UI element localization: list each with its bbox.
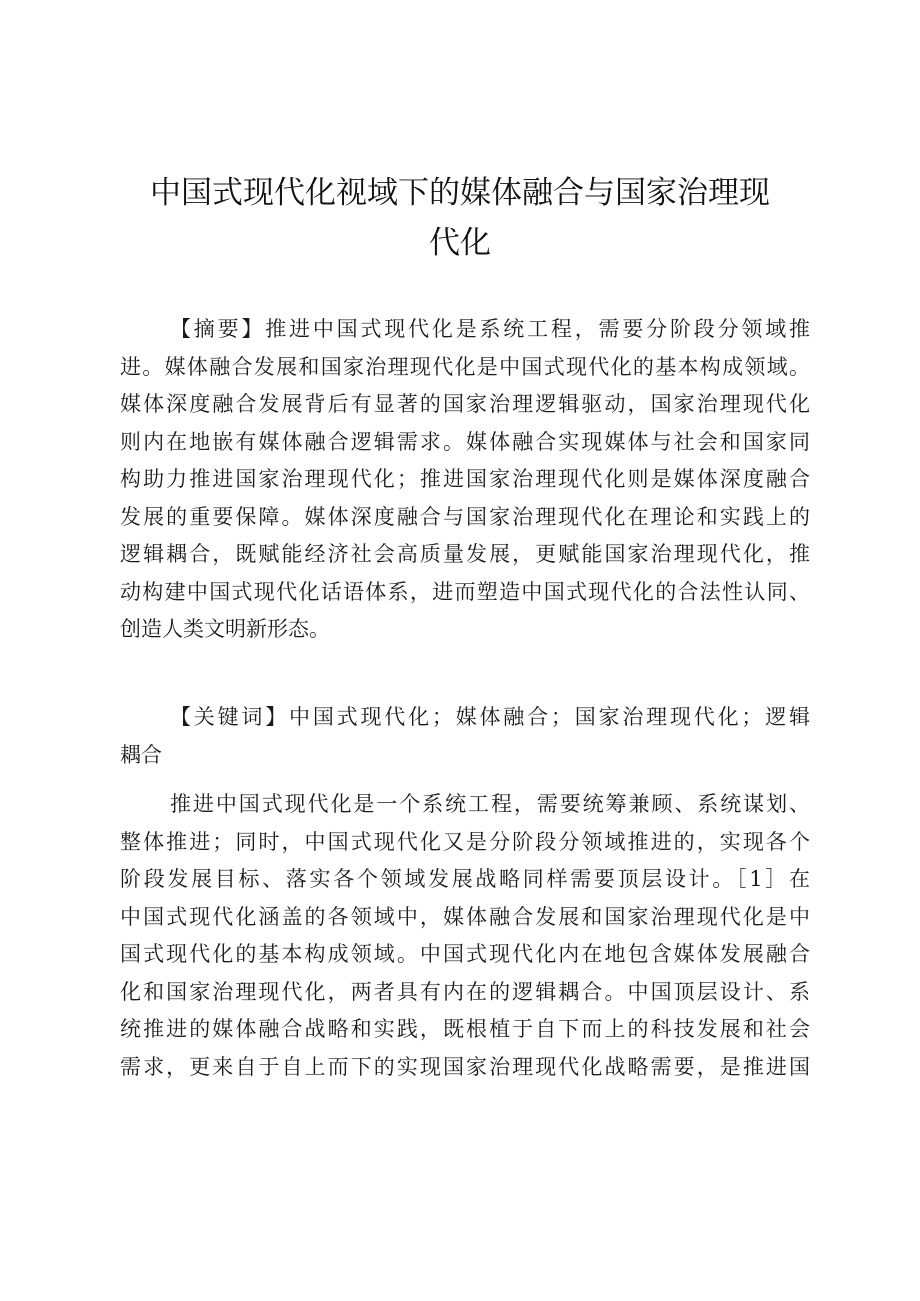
- document-title: [118, 168, 802, 268]
- title-line: 代化: [429, 225, 491, 261]
- abstract-line: 动构建中国式现代化话语体系，进而塑造中国式现代化的合法性认同、: [120, 579, 810, 604]
- body-line: 中国式现代化涵盖的各领域中，媒体融合发展和国家治理现代化是中: [120, 904, 810, 929]
- body-paragraph: [120, 786, 810, 1086]
- body-line: 阶段发展目标、落实各个领域发展战略同样需要顶层设计。［1］在: [120, 867, 810, 891]
- abstract-line: 逻辑耦合，既赋能经济社会高质量发展，更赋能国家治理现代化，推: [120, 542, 810, 566]
- body-line: 推进中国式现代化是一个系统工程，需要统筹兼顾、系统谋划、: [170, 792, 810, 816]
- abstract-line: 则内在地嵌有媒体融合逻辑需求。媒体融合实现媒体与社会和国家同: [120, 429, 810, 454]
- abstract-line: 进。媒体融合发展和国家治理现代化是中国式现代化的基本构成领域。: [120, 354, 810, 379]
- body-line: 国式现代化的基本构成领域。中国式现代化内在地包含媒体发展融合: [120, 942, 810, 966]
- title-line: 中国式现代化视域下的媒体融合与国家治理现: [150, 175, 770, 211]
- body-line: 需求，更来自于自上而下的实现国家治理现代化战略需要，是推进国: [120, 1054, 810, 1079]
- abstract-line: 发展的重要保障。媒体深度融合与国家治理现代化在理论和实践上的: [120, 504, 810, 529]
- abstract-line: 创造人类文明新形态。: [120, 617, 330, 641]
- abstract-line: 构助力推进国家治理现代化；推进国家治理现代化则是媒体深度融合: [120, 467, 810, 491]
- body-line: 统推进的媒体融合战略和实践，既根植于自下而上的科技发展和社会: [120, 1017, 810, 1041]
- abstract-line: 媒体深度融合发展背后有显著的国家治理逻辑驱动，国家治理现代化: [120, 392, 810, 416]
- abstract-paragraph: [120, 311, 810, 649]
- body-line: 整体推进；同时，中国式现代化又是分阶段分领域推进的，实现各个: [120, 829, 810, 854]
- abstract-line: 【摘要】推进中国式现代化是系统工程，需要分阶段分领域推: [170, 317, 810, 341]
- keywords-line: 【关键词】中国式现代化；媒体融合；国家治理现代化；逻辑: [170, 705, 810, 729]
- body-line: 化和国家治理现代化，两者具有内在的逻辑耦合。中国顶层设计、系: [120, 979, 810, 1004]
- keywords-line: 耦合: [120, 742, 162, 767]
- keywords-paragraph: [120, 699, 810, 774]
